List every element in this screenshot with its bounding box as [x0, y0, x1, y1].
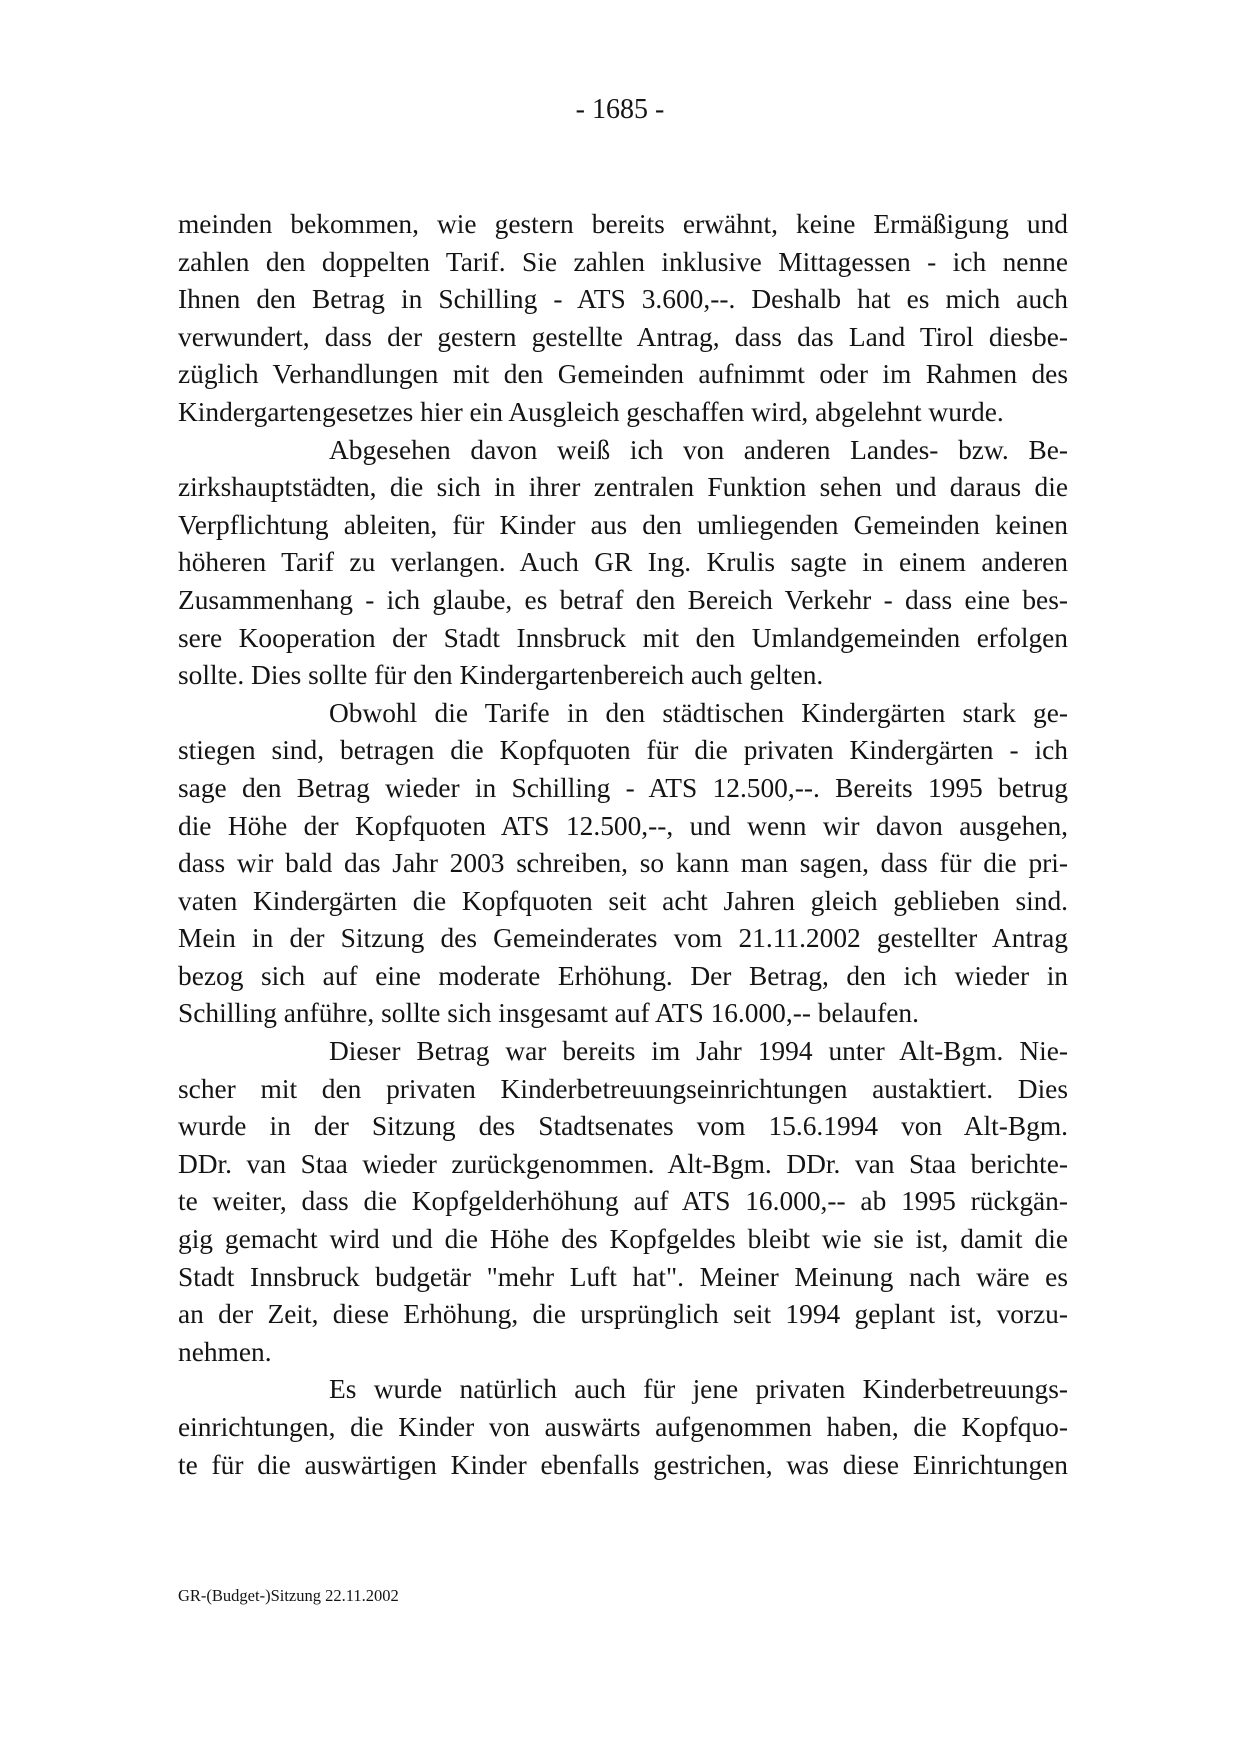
text-line: DDr. van Staa wieder zurückgenommen. Alt-Bgm. DDr. van Staa berichte- — [178, 1148, 1068, 1179]
text-line: sere Kooperation der Stadt Innsbruck mit den Umlandgemeinden erfolgen — [178, 622, 1068, 653]
text-line: züglich Verhandlungen mit den Gemeinden aufnimmt oder im Rahmen des — [178, 359, 1068, 390]
text-line: scher mit den privaten Kinderbetreuungseinrichtungen austaktiert. Dies — [178, 1073, 1068, 1104]
text-line: einrichtungen, die Kinder von auswärts aufgenommen haben, die Kopfquo- — [178, 1412, 1068, 1442]
text-line: Kindergartengesetzes hier ein Ausgleich geschaffen wird, abgelehnt wurde. — [178, 396, 1004, 427]
text-line: zirkshauptstädten, die sich in ihrer zentralen Funktion sehen und daraus die — [178, 472, 1068, 503]
text-line: sollte. Dies sollte für den Kindergartenbereich auch gelten. — [178, 660, 824, 691]
text-line: an der Zeit, diese Erhöhung, die ursprünglich seit 1994 geplant ist, vorzu- — [178, 1299, 1068, 1330]
text-line: höheren Tarif zu verlangen. Auch GR Ing. Krulis sagte in einem anderen — [178, 547, 1068, 578]
paragraph-first-line: Obwohl die Tarife in den städtischen Kindergärten stark ge- — [329, 697, 1068, 728]
text-line: Stadt Innsbruck budgetär "mehr Luft hat". Meiner Meinung nach wäre es — [178, 1261, 1068, 1292]
footer-session-note: GR-(Budget-)Sitzung 22.11.2002 — [178, 1586, 399, 1605]
text-line: meinden bekommen, wie gestern bereits erwähnt, keine Ermäßigung und — [178, 209, 1068, 239]
text-line: stiegen sind, betragen die Kopfquoten für die privaten Kindergärten - ich — [178, 735, 1068, 766]
text-line: die Höhe der Kopfquoten ATS 12.500,--, und wenn wir davon ausgehen, — [178, 810, 1068, 841]
text-line: nehmen. — [178, 1336, 272, 1367]
text-line: zahlen den doppelten Tarif. Sie zahlen inklusive Mittagessen - ich nenne — [178, 246, 1068, 277]
text-line: sage den Betrag wieder in Schilling - ATS 12.500,--. Bereits 1995 betrug — [178, 772, 1068, 803]
text-line: Mein in der Sitzung des Gemeinderates vom 21.11.2002 gestellter Antrag — [178, 923, 1068, 954]
text-line: dass wir bald das Jahr 2003 schreiben, so kann man sagen, dass für die pri- — [178, 848, 1068, 879]
paragraph-first-line: Es wurde natürlich auch für jene privaten Kinderbetreuungs- — [329, 1374, 1068, 1405]
text-line: Schilling anführe, sollte sich insgesamt auf ATS 16.000,-- belaufen. — [178, 998, 919, 1029]
paragraph-first-line: Abgesehen davon weiß ich von anderen Landes- bzw. Be- — [329, 434, 1068, 465]
text-line: gig gemacht wird und die Höhe des Kopfgeldes bleibt wie sie ist, damit die — [178, 1224, 1068, 1255]
text-line: vaten Kindergärten die Kopfquoten seit acht Jahren gleich geblieben sind. — [178, 885, 1068, 916]
text-line: bezog sich auf eine moderate Erhöhung. Der Betrag, den ich wieder in — [178, 960, 1068, 991]
page-number: - 1685 - — [575, 94, 665, 125]
body-text — [178, 206, 1068, 1484]
text-line: Ihnen den Betrag in Schilling - ATS 3.600,--. Deshalb hat es mich auch — [178, 284, 1068, 315]
text-line: te für die auswärtigen Kinder ebenfalls gestrichen, was diese Einrichtungen — [178, 1449, 1068, 1480]
paragraph-first-line: Dieser Betrag war bereits im Jahr 1994 unter Alt-Bgm. Nie- — [329, 1036, 1068, 1067]
text-line: te weiter, dass die Kopfgelderhöhung auf ATS 16.000,-- ab 1995 rückgän- — [178, 1186, 1068, 1217]
text-line: verwundert, dass der gestern gestellte Antrag, dass das Land Tirol diesbe- — [178, 321, 1068, 352]
text-line: wurde in der Sitzung des Stadtsenates vom 15.6.1994 von Alt-Bgm. — [178, 1111, 1068, 1142]
text-line: Zusammenhang - ich glaube, es betraf den Bereich Verkehr - dass eine bes- — [178, 584, 1068, 615]
text-line: Verpflichtung ableiten, für Kinder aus den umliegenden Gemeinden keinen — [178, 509, 1068, 540]
